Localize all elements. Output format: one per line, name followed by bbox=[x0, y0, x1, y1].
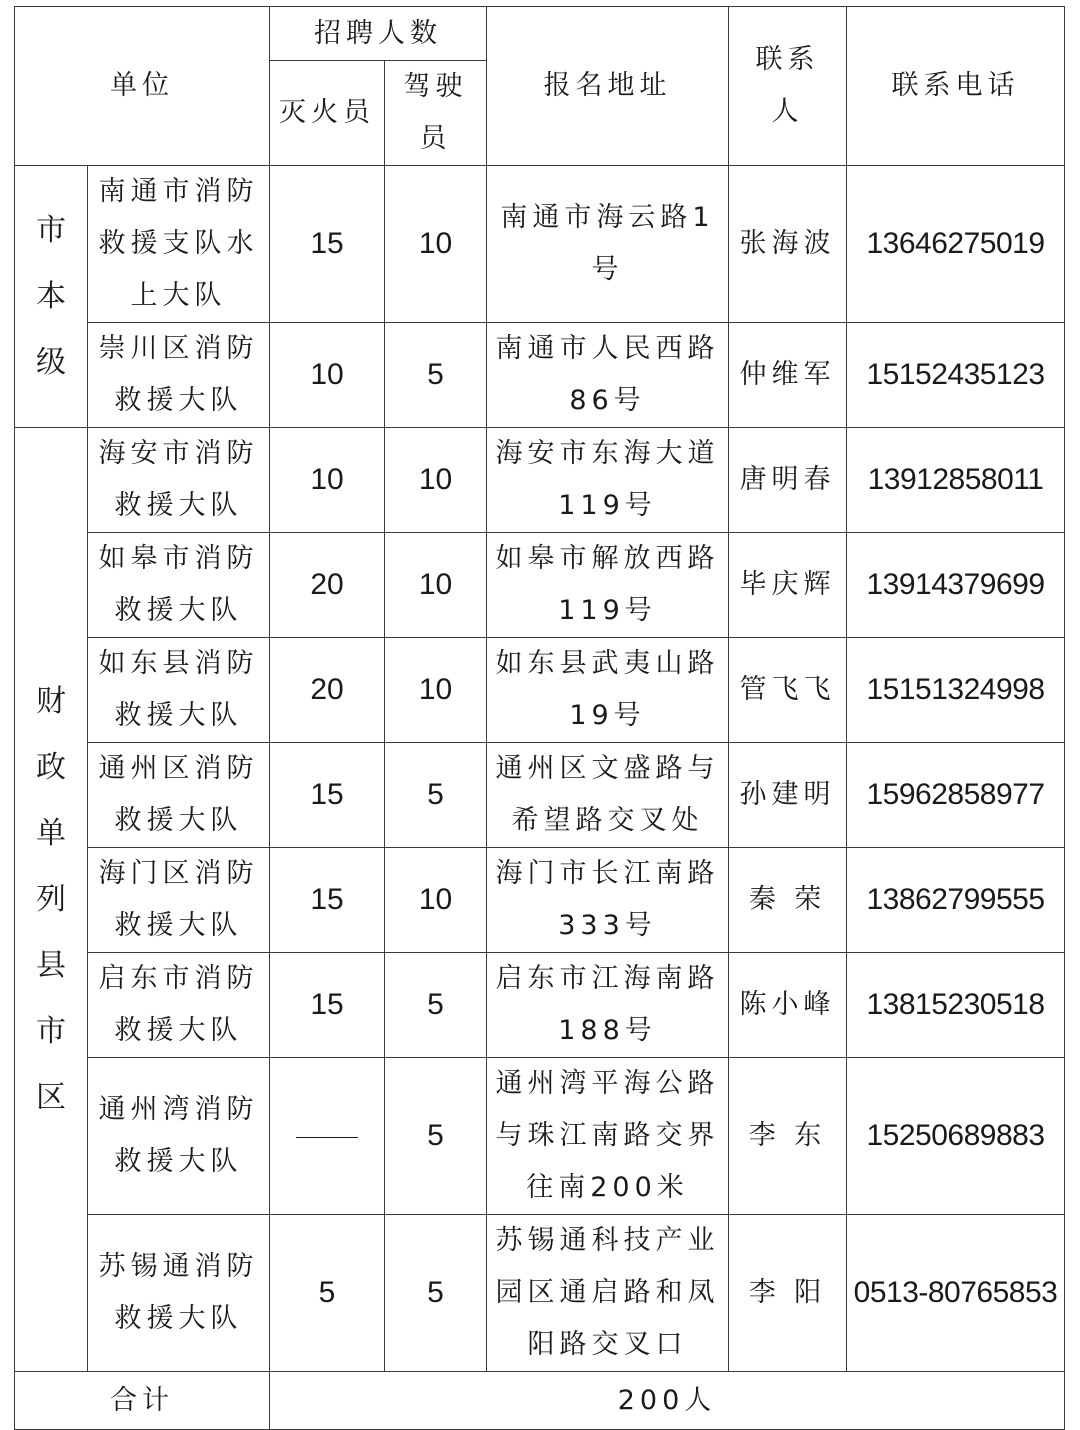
unit-cell: 苏锡通消防 救援大队 bbox=[88, 1215, 270, 1372]
driver-count-cell: 5 bbox=[385, 323, 487, 428]
firefighter-count-cell: 15 bbox=[270, 953, 385, 1058]
contact-cell: 李 东 bbox=[729, 1058, 847, 1215]
group-label: 市本级 bbox=[36, 212, 66, 380]
address-cell: 海门市长江南路 333号 bbox=[487, 848, 729, 953]
recruitment-table bbox=[14, 6, 1065, 1430]
table-row bbox=[15, 428, 1065, 533]
header-driver: 驾驶 员 bbox=[385, 61, 487, 166]
table-row bbox=[15, 638, 1065, 743]
unit-cell: 启东市消防 救援大队 bbox=[88, 953, 270, 1058]
address-cell: 如皋市解放西路 119号 bbox=[487, 533, 729, 638]
firefighter-count-cell: 20 bbox=[270, 638, 385, 743]
unit-cell: 如皋市消防 救援大队 bbox=[88, 533, 270, 638]
total-label: 合计 bbox=[15, 1372, 270, 1430]
firefighter-count-cell: 20 bbox=[270, 533, 385, 638]
driver-count-cell: 10 bbox=[385, 428, 487, 533]
driver-count-cell: 5 bbox=[385, 743, 487, 848]
contact-cell: 仲维军 bbox=[729, 323, 847, 428]
address-cell: 苏锡通科技产业 园区通启路和凤 阳路交叉口 bbox=[487, 1215, 729, 1372]
header-address: 报名地址 bbox=[487, 7, 729, 166]
firefighter-count-cell bbox=[270, 1058, 385, 1215]
group-county-level bbox=[15, 428, 88, 1372]
table-row bbox=[15, 743, 1065, 848]
phone-cell: 13862799555 bbox=[847, 848, 1065, 953]
contact-cell: 陈小峰 bbox=[729, 953, 847, 1058]
group-label: 财政单列县市区 bbox=[36, 683, 66, 1115]
contact-cell: 孙建明 bbox=[729, 743, 847, 848]
phone-cell: 15250689883 bbox=[847, 1058, 1065, 1215]
contact-cell: 李 阳 bbox=[729, 1215, 847, 1372]
contact-cell: 张海波 bbox=[729, 166, 847, 323]
phone-cell: 15152435123 bbox=[847, 323, 1065, 428]
address-cell: 如东县武夷山路 19号 bbox=[487, 638, 729, 743]
unit-cell: 崇川区消防 救援大队 bbox=[88, 323, 270, 428]
phone-cell: 0513-80765853 bbox=[847, 1215, 1065, 1372]
driver-count-cell: 5 bbox=[385, 1215, 487, 1372]
address-cell: 海安市东海大道 119号 bbox=[487, 428, 729, 533]
contact-cell: 毕庆辉 bbox=[729, 533, 847, 638]
firefighter-count-cell: 15 bbox=[270, 166, 385, 323]
table-row bbox=[15, 166, 1065, 323]
unit-cell: 南通市消防 救援支队水 上大队 bbox=[88, 166, 270, 323]
address-cell: 通州区文盛路与 希望路交叉处 bbox=[487, 743, 729, 848]
contact-cell: 唐明春 bbox=[729, 428, 847, 533]
firefighter-count-cell: 10 bbox=[270, 323, 385, 428]
header-contact: 联系 人 bbox=[729, 7, 847, 166]
table-row bbox=[15, 1215, 1065, 1372]
driver-count-cell: 5 bbox=[385, 953, 487, 1058]
unit-cell: 通州区消防 救援大队 bbox=[88, 743, 270, 848]
firefighter-count-cell: 15 bbox=[270, 743, 385, 848]
address-cell: 南通市海云路1 号 bbox=[487, 166, 729, 323]
phone-cell: 13912858011 bbox=[847, 428, 1065, 533]
address-cell: 启东市江海南路 188号 bbox=[487, 953, 729, 1058]
contact-cell: 秦 荣 bbox=[729, 848, 847, 953]
unit-cell: 如东县消防 救援大队 bbox=[88, 638, 270, 743]
phone-cell: 13815230518 bbox=[847, 953, 1065, 1058]
driver-count-cell: 10 bbox=[385, 533, 487, 638]
phone-cell: 15151324998 bbox=[847, 638, 1065, 743]
unit-cell: 海安市消防 救援大队 bbox=[88, 428, 270, 533]
dash-placeholder bbox=[296, 1137, 358, 1138]
table-row bbox=[15, 1058, 1065, 1215]
firefighter-count-cell: 5 bbox=[270, 1215, 385, 1372]
driver-count-cell: 5 bbox=[385, 1058, 487, 1215]
phone-cell: 13914379699 bbox=[847, 533, 1065, 638]
header-unit: 单位 bbox=[15, 7, 270, 166]
address-cell: 南通市人民西路 86号 bbox=[487, 323, 729, 428]
group-city-level bbox=[15, 166, 88, 428]
total-value: 200人 bbox=[270, 1372, 1065, 1430]
unit-cell: 通州湾消防 救援大队 bbox=[88, 1058, 270, 1215]
driver-count-cell: 10 bbox=[385, 166, 487, 323]
table-row bbox=[15, 323, 1065, 428]
firefighter-count-cell: 10 bbox=[270, 428, 385, 533]
address-cell: 通州湾平海公路 与珠江南路交界 往南200米 bbox=[487, 1058, 729, 1215]
driver-count-cell: 10 bbox=[385, 848, 487, 953]
table-row bbox=[15, 848, 1065, 953]
contact-cell: 管飞飞 bbox=[729, 638, 847, 743]
header-recruit-count: 招聘人数 bbox=[270, 7, 487, 61]
header-firefighter: 灭火员 bbox=[270, 61, 385, 166]
phone-cell: 15962858977 bbox=[847, 743, 1065, 848]
unit-cell: 海门区消防 救援大队 bbox=[88, 848, 270, 953]
table-row bbox=[15, 953, 1065, 1058]
header-phone: 联系电话 bbox=[847, 7, 1065, 166]
firefighter-count-cell: 15 bbox=[270, 848, 385, 953]
driver-count-cell: 10 bbox=[385, 638, 487, 743]
phone-cell: 13646275019 bbox=[847, 166, 1065, 323]
table-row bbox=[15, 533, 1065, 638]
